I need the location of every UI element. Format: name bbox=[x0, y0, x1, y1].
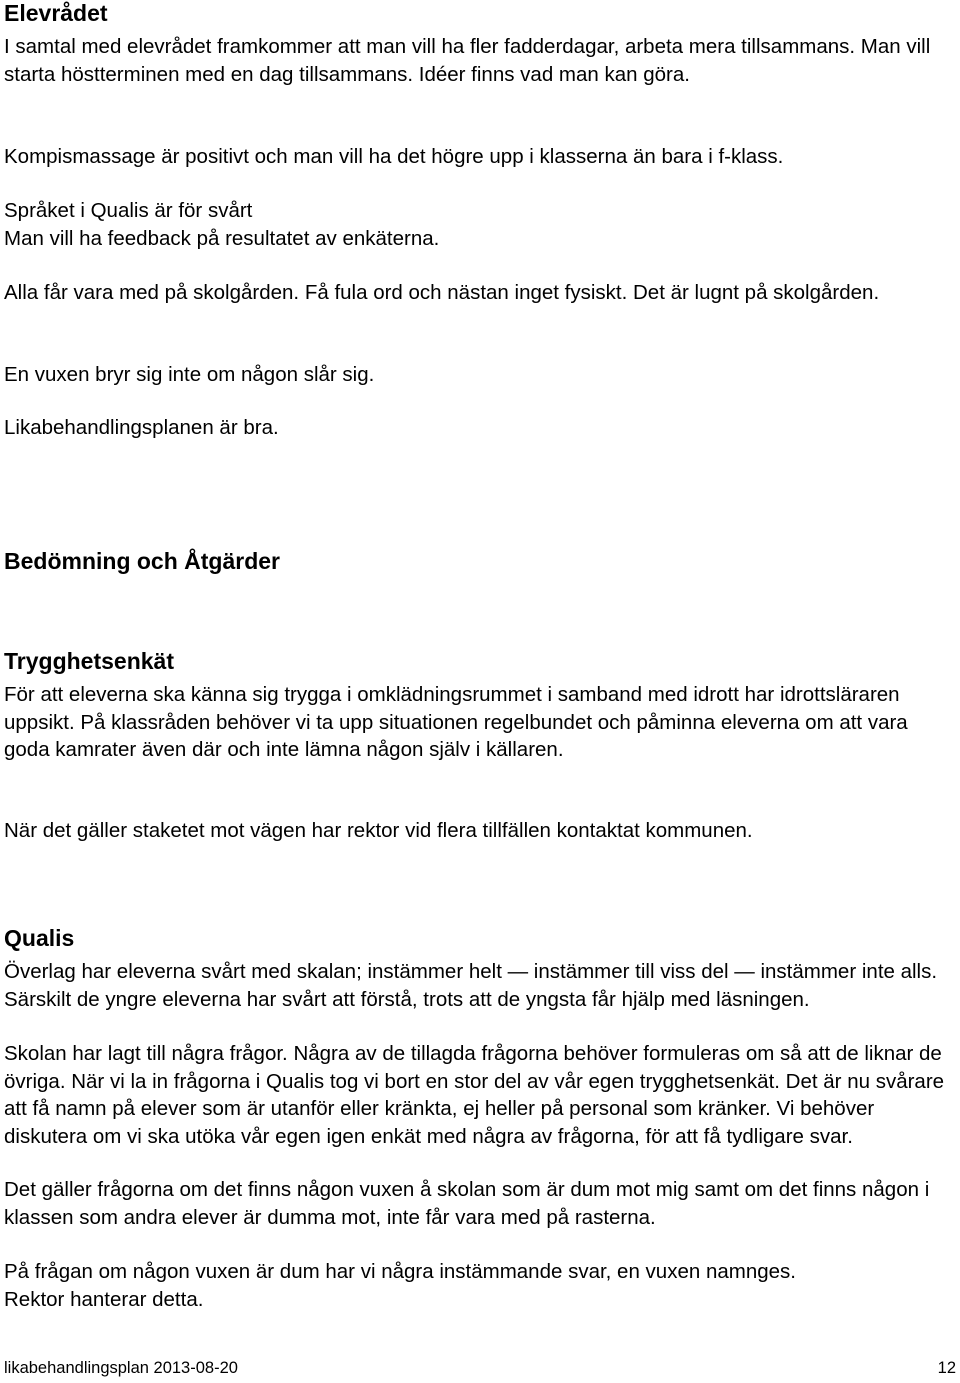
qualis-paragraph-4-line-1: På frågan om någon vuxen är dum har vi några instämmande svar, en vuxen namnges. bbox=[4, 1260, 796, 1283]
trygghetsenkat-paragraph-2: När det gäller staketet mot vägen har rektor vid flera tillfällen kontaktat kommunen. bbox=[4, 819, 753, 842]
elevradet-paragraph-5: En vuxen bryr sig inte om någon slår sig. bbox=[4, 363, 375, 386]
elevradet-paragraph-3-line-2: Man vill ha feedback på resultatet av enkäterna. bbox=[4, 226, 440, 250]
heading-qualis: Qualis bbox=[4, 925, 75, 951]
qualis-paragraph-3: Det gäller frågorna om det finns någon vuxen å skolan som är dum mot mig samt om det finns någon i klassen som andra elever är dumma mot, inte får vara med på rasterna. bbox=[4, 1178, 930, 1229]
elevradet-paragraph-4: Alla får vara med på skolgården. Få fula ord och nästan inget fysiskt. Det är lugnt på skolgården. bbox=[4, 281, 880, 304]
qualis-paragraph-4-line-2: Rektor hanterar detta. bbox=[4, 1287, 204, 1311]
heading-trygghetsenkat: Trygghetsenkät bbox=[4, 648, 174, 674]
elevradet-paragraph-2: Kompismassage är positivt och man vill ha det högre upp i klasserna än bara i f-klass. bbox=[4, 145, 784, 168]
qualis-paragraph-4 bbox=[4, 1258, 956, 1313]
heading-bedomning: Bedömning och Åtgärder bbox=[4, 548, 281, 574]
elevradet-paragraph-3 bbox=[4, 197, 956, 252]
heading-elevradet: Elevrådet bbox=[4, 0, 108, 26]
trygghetsenkat-paragraph-1: För att eleverna ska känna sig trygga i omklädningsrummet i samband med idrott har idrottsläraren uppsikt. På klassråden behöver vi ta upp situationen regelbundet och påminna eleverna om att vara goda kamrater även där och inte lämna någon själv i källaren. bbox=[4, 683, 908, 761]
elevradet-paragraph-1: I samtal med elevrådet framkommer att man vill ha fler fadderdagar, arbeta mera tillsammans. Man vill starta höstterminen med en dag tillsammans. Idéer finns vad man kan göra. bbox=[4, 35, 931, 86]
elevradet-paragraph-6: Likabehandlingsplanen är bra. bbox=[4, 416, 279, 439]
qualis-paragraph-2: Skolan har lagt till några frågor. Några av de tillagda frågorna behöver formuleras om så att de liknar de övriga. När vi la in frågorna i Qualis tog vi bort en stor del av vår egen trygghetsenkät. Det är nu svårare att få namn på elever som är utanför eller kränkta, ej heller på personal som kränker. Vi behöver diskutera om vi ska utöka vår egen igen enkät med några av frågorna, för att få tydligare svar. bbox=[4, 1042, 945, 1148]
footer-page-number: 12 bbox=[937, 1359, 956, 1377]
elevradet-paragraph-3-line-1: Språket i Qualis är för svårt bbox=[4, 199, 253, 222]
qualis-paragraph-1: Överlag har eleverna svårt med skalan; instämmer helt — instämmer till viss del — instämmer inte alls. Särskilt de yngre eleverna har svårt att förstå, trots att de yngsta får hjälp med läsningen. bbox=[4, 960, 938, 1011]
footer-document-name: likabehandlingsplan 2013-08-20 bbox=[4, 1359, 238, 1377]
